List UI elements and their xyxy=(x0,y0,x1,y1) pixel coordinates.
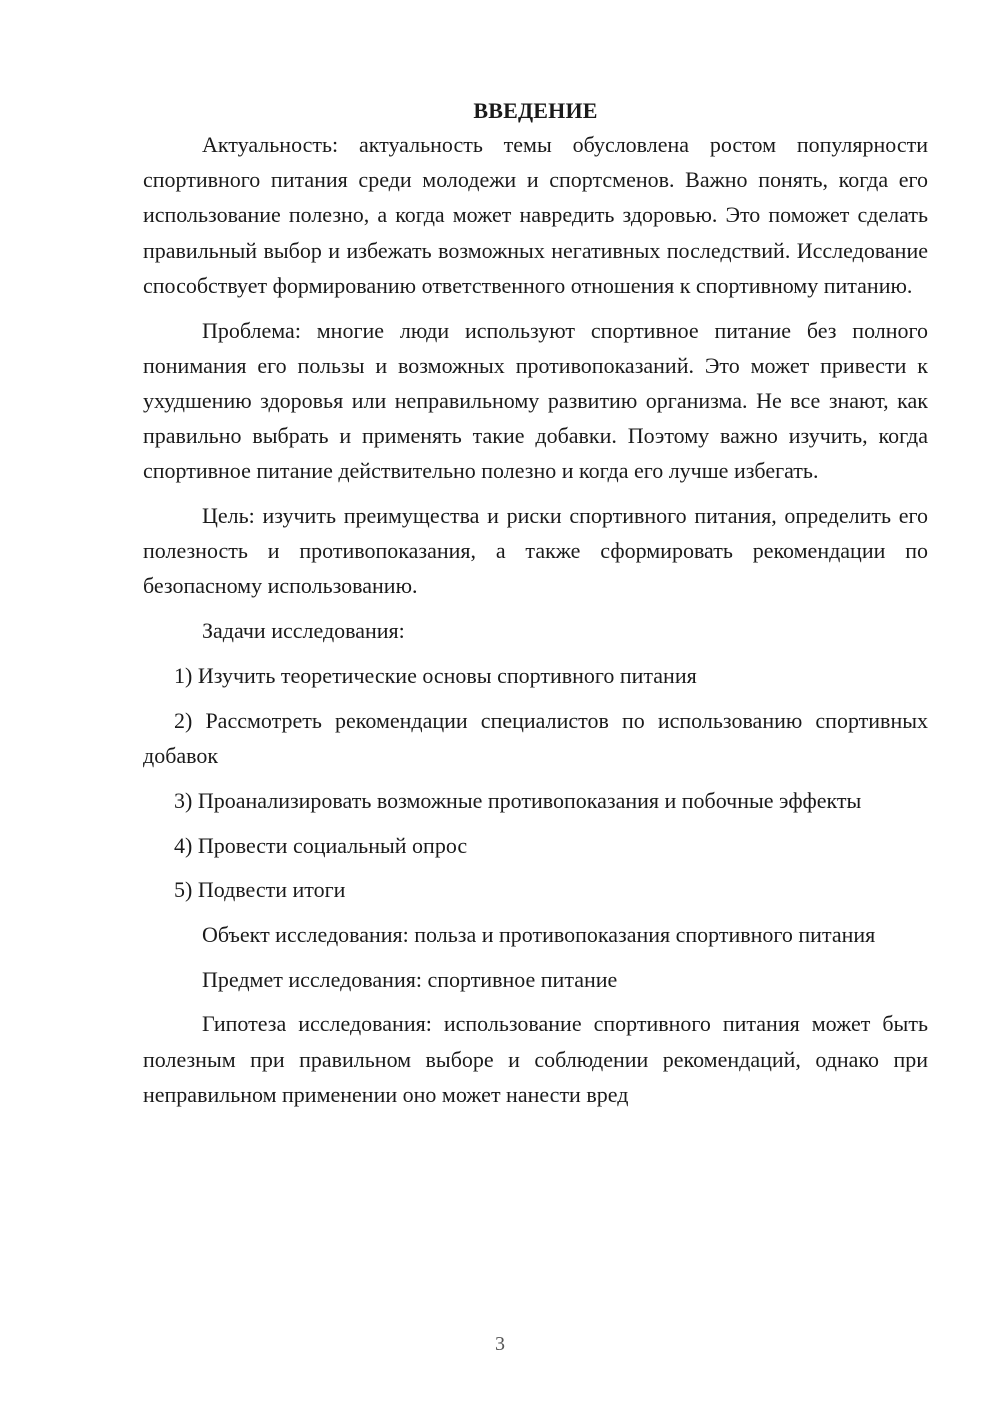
task-item: 2) Рассмотреть рекомендации специалистов по использованию спортивных добавок xyxy=(143,708,928,769)
page-number: 3 xyxy=(495,1333,505,1355)
relevance-paragraph: Актуальность: актуальность темы обусловлена ростом популярности спортивного питания среди молодежи и спортсменов. Важно понять, когда его использование полезно, а когда может навредить здоровью. Это поможет сделать правильный выбор и избежать возможных негативных последствий. Исследование способствует формированию ответственного отношения к спортивному питанию. xyxy=(143,132,928,298)
tasks-heading: Задачи исследования: xyxy=(202,618,405,644)
hypothesis-paragraph: Гипотеза исследования: использование спортивного питания может быть полезным при правильном выборе и соблюдении рекомендаций, однако при неправильном применении оно может нанести вред xyxy=(143,1011,928,1107)
task-item: 3) Проанализировать возможные противопоказания и побочные эффекты xyxy=(174,787,862,813)
object-paragraph: Объект исследования: польза и противопоказания спортивного питания xyxy=(202,922,876,948)
problem-paragraph: Проблема: многие люди используют спортивное питание без полного понимания его пользы и возможных противопоказаний. Это может привести к ухудшению здоровья или неправильному развитию организма. Не все знают, как правильно выбрать и применять такие добавки. Поэтому важно изучить, когда спортивное питание действительно полезно и когда его лучше избегать. xyxy=(143,317,928,484)
subject-paragraph: Предмет исследования: спортивное питание xyxy=(202,966,618,992)
task-item: 5) Подвести итоги xyxy=(174,877,346,903)
document-page xyxy=(143,95,928,1122)
page-title: ВВЕДЕНИЕ xyxy=(473,98,598,123)
task-item: 1) Изучить теоретические основы спортивного питания xyxy=(174,663,697,689)
task-item: 4) Провести социальный опрос xyxy=(174,832,468,858)
goal-paragraph: Цель: изучить преимущества и риски спортивного питания, определить его полезность и противопоказания, а также сформировать рекомендации по безопасному использованию. xyxy=(143,503,928,599)
